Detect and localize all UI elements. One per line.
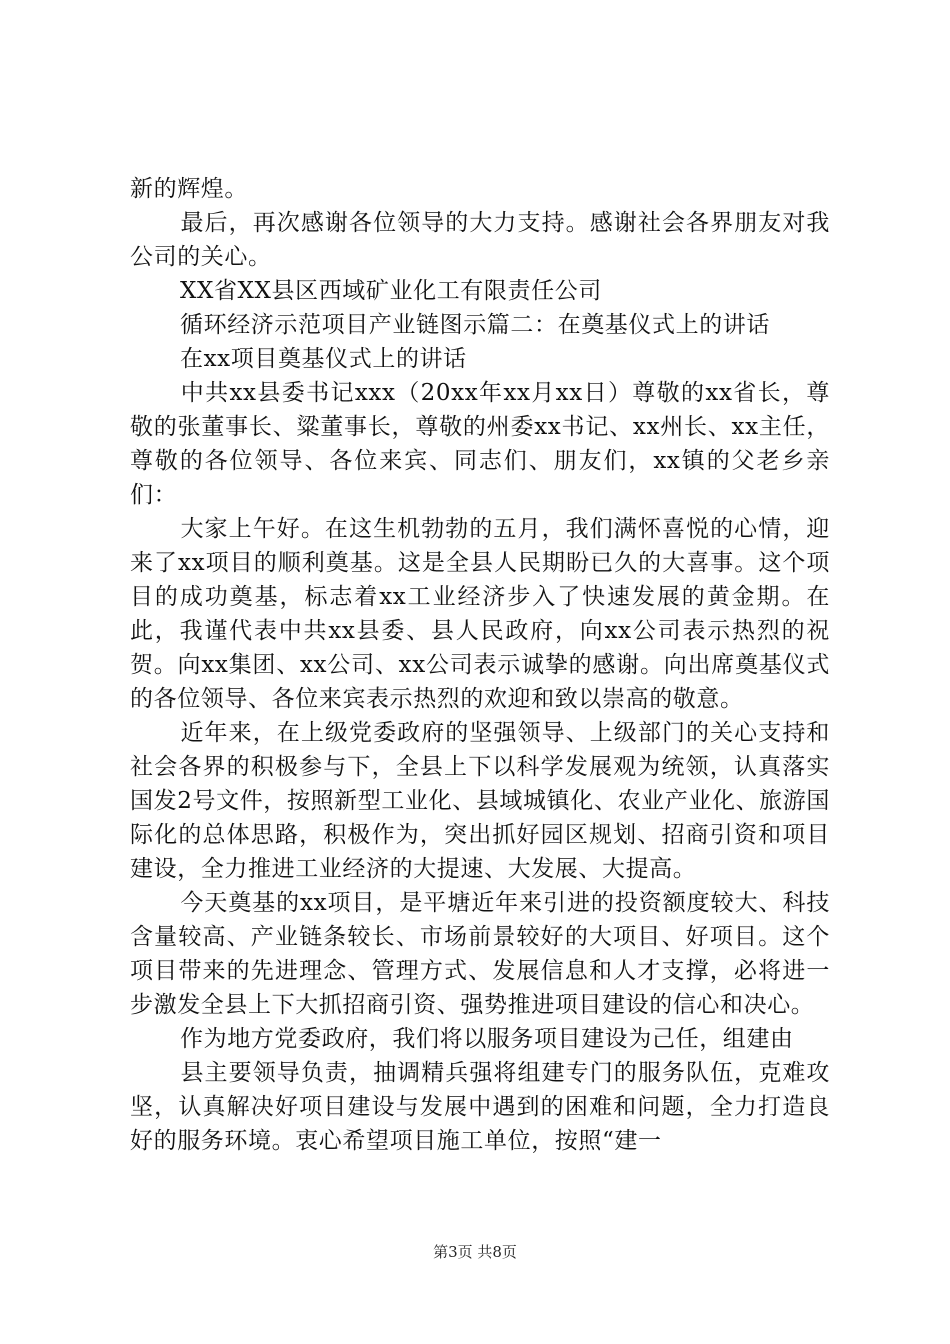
paragraph: 大家上午好。在这生机勃勃的五月，我们满怀喜悦的心情，迎来了xx项目的顺利奠基。这是全县人民期盼已久的大喜事。这个项目的成功奠基，标志着xx工业经济步入了快速发展的黄金期。在此，我谨代表中共xx县委、县人民政府，向xx公司表示热烈的祝贺。向xx集团、xx公司、xx公司表示诚挚的感谢。向出席奠基仪式的各位领导、各位来宾表示热烈的欢迎和致以崇高的敬意。: [130, 516, 830, 712]
paragraph: 新的辉煌。: [130, 176, 248, 202]
paragraph: 最后，再次感谢各位领导的大力支持。感谢社会各界朋友对我公司的关心。: [130, 210, 830, 270]
paragraph: 今天奠基的xx项目，是平塘近年来引进的投资额度较大、科技含量较高、产业链条较长、市场前景较好的大项目、好项目。这个项目带来的先进理念、管理方式、发展信息和人才支撑，必将进一步激发全县上下大抓招商引资、强势推进项目建设的信心和决心。: [130, 890, 830, 1018]
document-body: [130, 172, 830, 1158]
paragraph: 循环经济示范项目产业链图示篇二：在奠基仪式上的讲话: [180, 312, 770, 338]
paragraph: XX省XX县区西域矿业化工有限责任公司: [180, 278, 602, 304]
paragraph: 作为地方党委政府，我们将以服务项目建设为己任，组建由: [180, 1026, 794, 1052]
paragraph: 近年来，在上级党委政府的坚强领导、上级部门的关心支持和社会各界的积极参与下，全县上下以科学发展观为统领，认真落实国发2号文件，按照新型工业化、县域城镇化、农业产业化、旅游国际化的总体思路，积极作为，突出抓好园区规划、招商引资和项目建设，全力推进工业经济的大提速、大发展、大提高。: [130, 720, 830, 882]
paragraph: 中共xx县委书记xxx（20xx年xx月xx日）尊敬的xx省长，尊敬的张董事长、粱董事长，尊敬的州委xx书记、xx州长、xx主任，尊敬的各位领导、各位来宾、同志们、朋友们，xx镇的父老乡亲们：: [130, 380, 830, 508]
paragraph: 县主要领导负责，抽调精兵强将组建专门的服务队伍，克难攻坚，认真解决好项目建设与发展中遇到的困难和问题，全力打造良好的服务环境。衷心希望项目施工单位，按照“建一: [130, 1060, 830, 1154]
paragraph: 在xx项目奠基仪式上的讲话: [180, 346, 467, 372]
page-footer: [0, 1242, 950, 1262]
page-number: 第3页 共8页: [433, 1243, 517, 1261]
